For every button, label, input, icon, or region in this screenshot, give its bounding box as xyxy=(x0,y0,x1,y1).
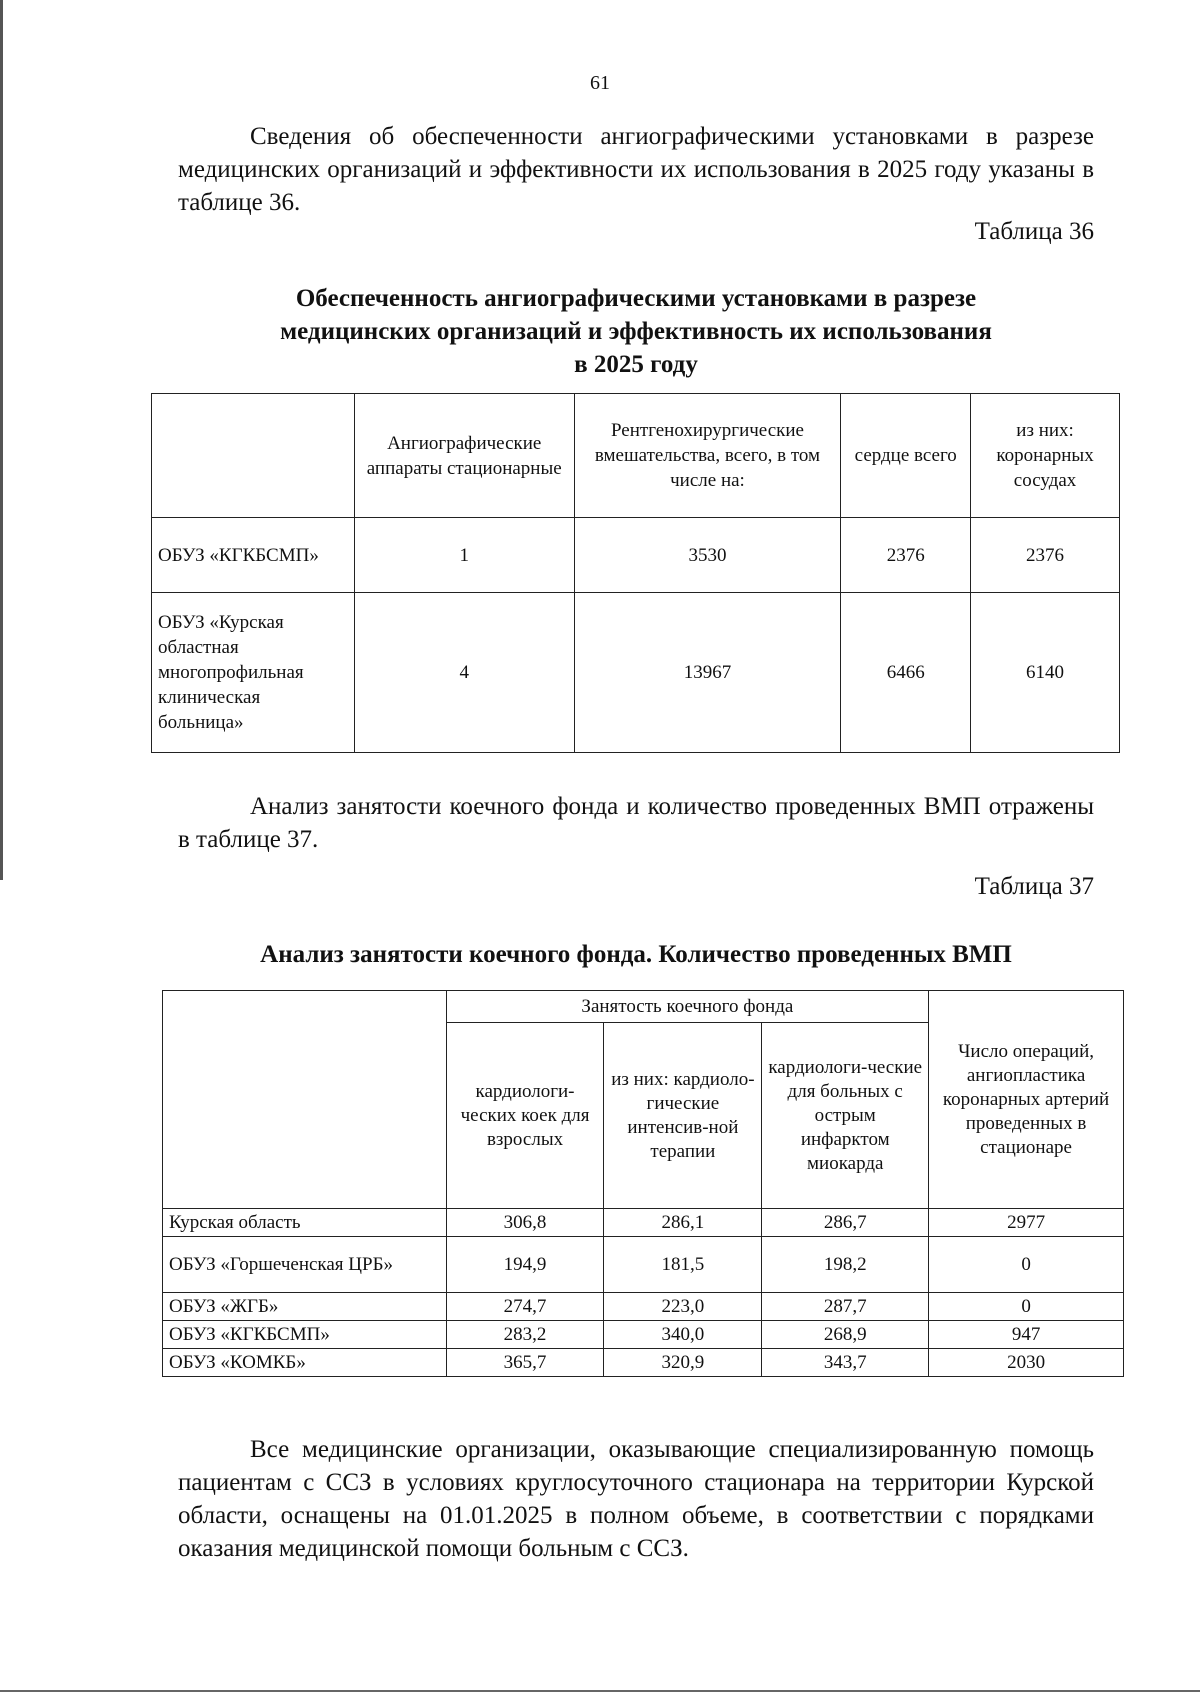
table-cell: 286,1 xyxy=(604,1209,762,1237)
table-36-org-cell: ОБУЗ «Курская областная многопрофильная клиническая больница» xyxy=(152,593,355,753)
table-36-header-cell xyxy=(152,394,355,518)
intro-paragraph: Сведения об обеспеченности ангиографическими установками в разрезе медицинских организаций и эффективности их использования в 2025 году указаны в таблице 36. xyxy=(178,123,1094,216)
table-36-header-cell: сердце всего xyxy=(841,394,971,518)
table-37-org-cell: Курская область xyxy=(163,1209,447,1237)
table-36 xyxy=(151,393,1120,753)
page-number: 61 xyxy=(590,72,610,94)
table-cell: 2030 xyxy=(929,1349,1124,1377)
table-36-title-line: медицинских организаций и эффективность их использования xyxy=(280,318,992,345)
table-37-subheader-cell: из них: кардиоло-гические интенсив-ной терапии xyxy=(604,1023,762,1209)
table-36-header-cell: из них: коронарных сосудах xyxy=(971,394,1120,518)
table-37-title: Анализ занятости коечного фонда. Количество проведенных ВМП xyxy=(260,941,1012,968)
table-37-header-row xyxy=(163,991,1124,1023)
table-cell: 287,7 xyxy=(762,1293,929,1321)
table-cell: 306,8 xyxy=(446,1209,604,1237)
table-cell: 2376 xyxy=(841,518,971,593)
table-row xyxy=(163,1321,1124,1349)
table-cell: 13967 xyxy=(574,593,841,753)
middle-paragraph: Анализ занятости коечного фонда и количество проведенных ВМП отражены в таблице 37. xyxy=(178,793,1094,853)
table-cell: 0 xyxy=(929,1293,1124,1321)
table-37-header-cell: Число операций, ангиопластика коронарных артерий проведенных в стационаре xyxy=(929,991,1124,1209)
table-cell: 0 xyxy=(929,1237,1124,1293)
table-cell: 343,7 xyxy=(762,1349,929,1377)
table-row xyxy=(163,1293,1124,1321)
table-cell: 340,0 xyxy=(604,1321,762,1349)
scan-bottom-edge xyxy=(0,1690,1200,1692)
table-cell: 181,5 xyxy=(604,1237,762,1293)
table-row xyxy=(163,1237,1124,1293)
table-cell: 1 xyxy=(354,518,574,593)
table-cell: 4 xyxy=(354,593,574,753)
table-36-header-row xyxy=(152,394,1120,518)
table-cell: 6140 xyxy=(971,593,1120,753)
table-row xyxy=(152,518,1120,593)
table-row xyxy=(163,1349,1124,1377)
table-row xyxy=(152,593,1120,753)
table-36-header-cell: Рентгенохирургические вмешательства, всего, в том числе на: xyxy=(574,394,841,518)
table-36-label: Таблица 36 xyxy=(974,218,1094,245)
table-cell: 274,7 xyxy=(446,1293,604,1321)
table-37-org-cell: ОБУЗ «КОМКБ» xyxy=(163,1349,447,1377)
table-cell: 947 xyxy=(929,1321,1124,1349)
table-cell: 365,7 xyxy=(446,1349,604,1377)
table-cell: 268,9 xyxy=(762,1321,929,1349)
table-37-empty-header xyxy=(163,991,447,1209)
table-37 xyxy=(162,990,1124,1377)
table-cell: 223,0 xyxy=(604,1293,762,1321)
table-37-org-cell: ОБУЗ «КГКБСМП» xyxy=(163,1321,447,1349)
table-cell: 3530 xyxy=(574,518,841,593)
scan-left-edge xyxy=(0,0,3,880)
table-37-org-cell: ОБУЗ «ЖГБ» xyxy=(163,1293,447,1321)
table-cell: 2376 xyxy=(971,518,1120,593)
final-paragraph: Все медицинские организации, оказывающие специализированную помощь пациентам с ССЗ в условиях круглосуточного стационара на территории Курской области, оснащены на 01.01.2025 в полном объеме, в соответствии с порядками оказания медицинской помощи больным с ССЗ. xyxy=(178,1436,1094,1562)
table-36-title-line: в 2025 году xyxy=(574,351,698,378)
table-37-subheader-cell: кардиологи-ческие для больных с острым инфарктом миокарда xyxy=(762,1023,929,1209)
table-cell: 286,7 xyxy=(762,1209,929,1237)
table-cell: 2977 xyxy=(929,1209,1124,1237)
table-cell: 320,9 xyxy=(604,1349,762,1377)
table-36-title-line: Обеспеченность ангиографическими установками в разрезе xyxy=(295,285,977,312)
table-cell: 194,9 xyxy=(446,1237,604,1293)
table-cell: 6466 xyxy=(841,593,971,753)
table-37-org-cell: ОБУЗ «Горшеченская ЦРБ» xyxy=(163,1237,447,1293)
table-36-org-cell: ОБУЗ «КГКБСМП» xyxy=(152,518,355,593)
table-37-group-header: Занятость коечного фонда xyxy=(446,991,929,1023)
table-37-subheader-cell: кардиологи-ческих коек для взрослых xyxy=(446,1023,604,1209)
table-37-label: Таблица 37 xyxy=(974,873,1094,900)
table-36-title xyxy=(178,282,1094,381)
table-cell: 283,2 xyxy=(446,1321,604,1349)
table-row xyxy=(163,1209,1124,1237)
table-cell: 198,2 xyxy=(762,1237,929,1293)
table-36-header-cell: Ангиографические аппараты стационарные xyxy=(354,394,574,518)
